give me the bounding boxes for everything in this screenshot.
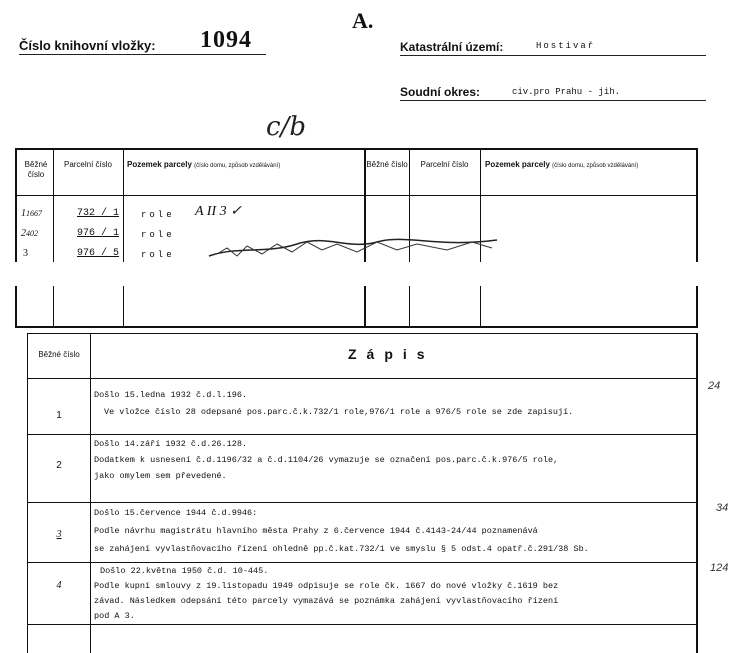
- header-parcelni-cislo-left: Parcelní číslo: [63, 160, 113, 169]
- handwritten-strike-scribble: [207, 236, 507, 262]
- col-divider: [90, 334, 91, 653]
- margin-note-3: 124: [710, 562, 729, 574]
- uzemi-label: Katastrální území:: [400, 40, 504, 54]
- vlozka-underline: [19, 54, 266, 55]
- col-header-bezne-cislo: Běžné číslo: [38, 350, 80, 359]
- okres-label: Soudní okres:: [400, 85, 481, 99]
- row1-type: role: [141, 210, 175, 220]
- col-divider: [123, 150, 124, 326]
- entry3-text: Došlo 15.července 1944 č.d.9946: Podle návrhu magistrátu hlavního města Prahy z 6.července 1944 č.4143-24/44 poznamenává se zahájení vyvlastňovacího řízení ohledně pp.č.kat.732/1 ve smyslu § 5 odst.4 opatř.č.291/38 Sb.: [94, 508, 589, 554]
- entry2-text: Došlo 14.září 1932 č.d.26.128. Dodatkem k usnesení č.d.1196/32 a č.d.1104/26 vymazuje se označení pos.parc.č.k.976/5 role, jako omylem sem převedené.: [94, 439, 559, 481]
- row-divider: [28, 624, 696, 625]
- entry2-num: 2: [56, 460, 62, 471]
- row3-num: 3: [23, 248, 28, 259]
- row1-parcel: 732 / 1: [77, 208, 120, 219]
- col-divider: [53, 150, 54, 326]
- margin-note-1: 24: [708, 380, 721, 392]
- vlozka-label: Číslo knihovní vložky:: [19, 38, 156, 53]
- vlozka-number: 1094: [200, 27, 252, 53]
- parcel-table: [15, 148, 698, 328]
- entry4-text: Došlo 22.května 1950 č.d. 10-445. Podle kupní smlouvy z 19.listopadu 1949 odpisuje se role čk. 1667 do nové vložky č.1619 bez závad. Následkem odepsání této parcely vymazává se poznámka zahájení vyvlastňovacího řízení pod A 3.: [94, 566, 559, 621]
- zapis-title: Zápis: [348, 346, 435, 362]
- header-pozemek-right: Pozemek parcely (číslo domu, způsob vzdělávání): [485, 160, 639, 169]
- header-parcelni-cislo-right: Parcelní číslo: [420, 160, 469, 169]
- header-bezne-cislo-right: Běžné číslo: [366, 160, 408, 169]
- row2-num: 2402: [21, 228, 38, 239]
- margin-note-2: 34: [716, 502, 729, 514]
- uzemi-underline: [400, 55, 706, 56]
- row1-num: 11667: [21, 208, 42, 219]
- entry1-text: Došlo 15.ledna 1932 č.d.l.196. Ve vložce číslo 28 odepsané pos.parc.č.k.732/1 role,976/1 role a 976/5 role se zde zapisují.: [94, 390, 574, 417]
- row2-parcel: 976 / 1: [77, 228, 120, 239]
- section-letter: A.: [352, 8, 374, 33]
- header-bezne-cislo-left: Běžné číslo: [24, 160, 48, 179]
- entry4-num: 4: [56, 580, 62, 591]
- row-divider: [28, 378, 696, 379]
- okres-value: civ.pro Prahu - jih.: [512, 87, 621, 97]
- zapis-table: [27, 333, 698, 653]
- row1-hand-note: A II 3 ✓: [195, 204, 242, 219]
- row-divider: [28, 434, 696, 435]
- entry3-num: 3: [56, 529, 62, 540]
- row-divider: [28, 562, 696, 563]
- uzemi-value: Hostivař: [536, 41, 596, 51]
- row3-parcel: 976 / 5: [77, 248, 120, 259]
- handwritten-mark: c/b: [266, 112, 306, 142]
- scan-gap: [15, 262, 698, 286]
- entry1-num: 1: [56, 410, 62, 421]
- row2-type: role: [141, 230, 175, 240]
- okres-underline: [400, 100, 706, 101]
- header-pozemek-left: Pozemek parcely (číslo domu, způsob vzdělávání): [127, 160, 281, 169]
- row-divider: [28, 502, 696, 503]
- header-divider: [17, 195, 696, 196]
- row3-type: role: [141, 250, 175, 260]
